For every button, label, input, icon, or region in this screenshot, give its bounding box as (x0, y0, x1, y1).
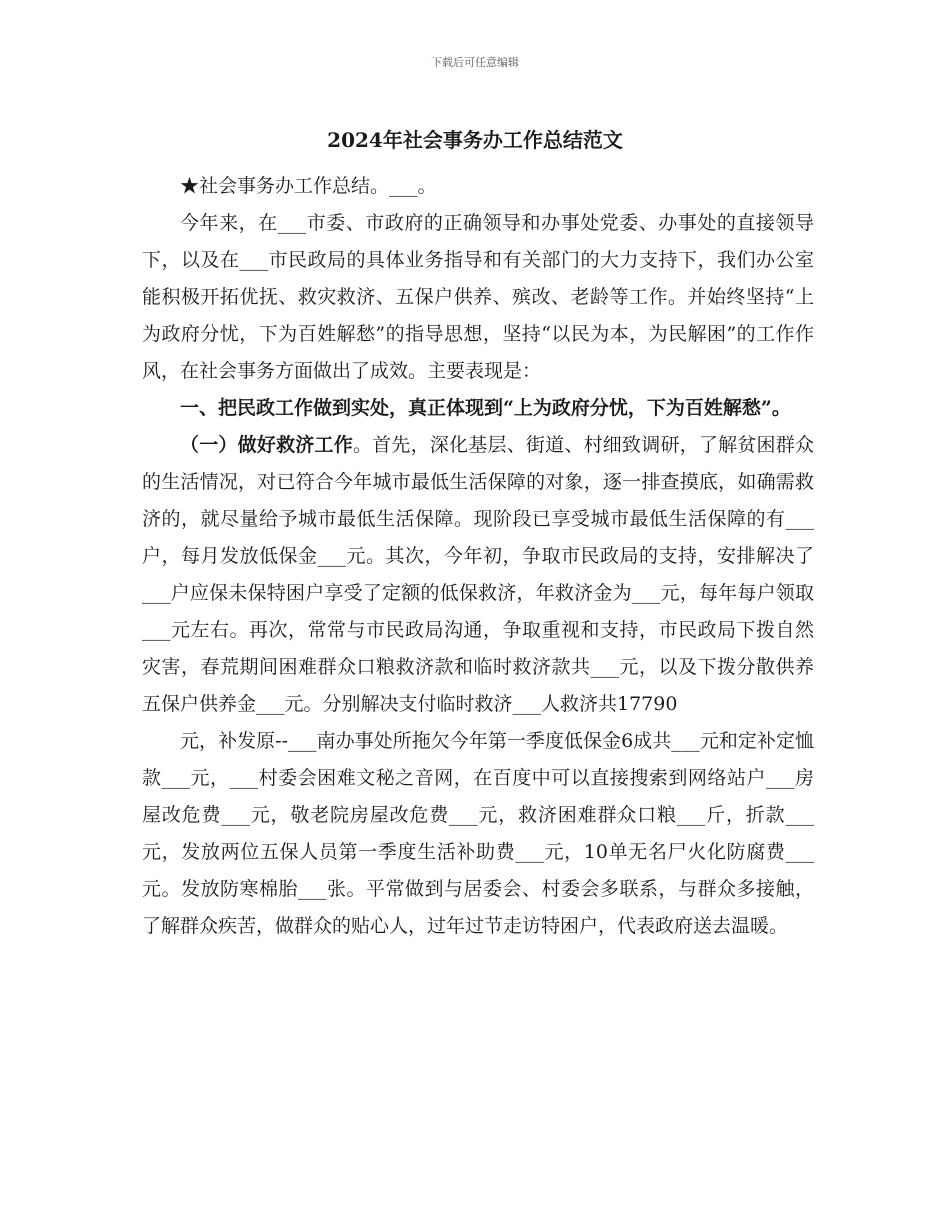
document-body (142, 168, 814, 945)
document-title: 2024年社会事务办工作总结范文 (327, 128, 623, 152)
page-header-note: 下载后可任意编辑 (431, 56, 519, 69)
paragraph-relief-body: 。首先，深化基层、街道、村细致调研，了解贫困群众的生活情况，对已符合今年城市最低生活保障的对象，逐一排查摸底，如确需救济的，就尽量给予城市最低生活保障。现阶段已享受城市最低生活保障的有___户，每月发放低保金___元。其次，今年初，争取市民政局的支持，安排解决了___户应保未保特困户享受了定额的低保救济，年救济金为___元，每年每户领取___元左右。再次，常常与市民政局沟通，争取重视和支持，市民政局下拨自然灾害，春荒期间困难群众口粮救济款和临时救济款共___元，以及下拨分散供养五保户供养金___元。分别解决支付临时救济___人救济共17790 (142, 434, 814, 715)
paragraph-intro: ★社会事务办工作总结。___。 (180, 175, 437, 197)
paragraph-overview: 今年来，在___市委、市政府的正确领导和办事处党委、办事处的直接领导下，以及在___市民政局的具体业务指导和有关部门的大力支持下，我们办公室能积极开拓优抚、救灾救济、五保户供养、殡改、老龄等工作。并始终坚持“上为政府分忧，下为百姓解愁”的指导思想，坚持“以民为本，为民解困”的工作作风，在社会事务方面做出了成效。主要表现是： (142, 212, 814, 382)
paragraph-relief-work (142, 427, 814, 723)
subsection-heading-relief: （一）做好救济工作 (180, 434, 353, 456)
section-heading-1: 一、把民政工作做到实处，真正体现到“上为政府分忧，下为百姓解愁”。 (180, 397, 791, 419)
paragraph-relief-details: 元，补发原--___南办事处所拖欠今年第一季度低保金6成共___元和定补定恤款___元，___村委会困难文秘之音网，在百度中可以直接搜索到网络站户___房屋改危费___元，敬老院房屋改危费___元，救济困难群众口粮___斤，折款___元，发放两位五保人员第一季度生活补助费___元，10单无名尸火化防腐费___元。发放防寒棉胎___张。平常做到与居委会、村委会多联系，与群众多接触，了解群众疾苦，做群众的贴心人，过年过节走访特困户，代表政府送去温暖。 (142, 730, 814, 937)
